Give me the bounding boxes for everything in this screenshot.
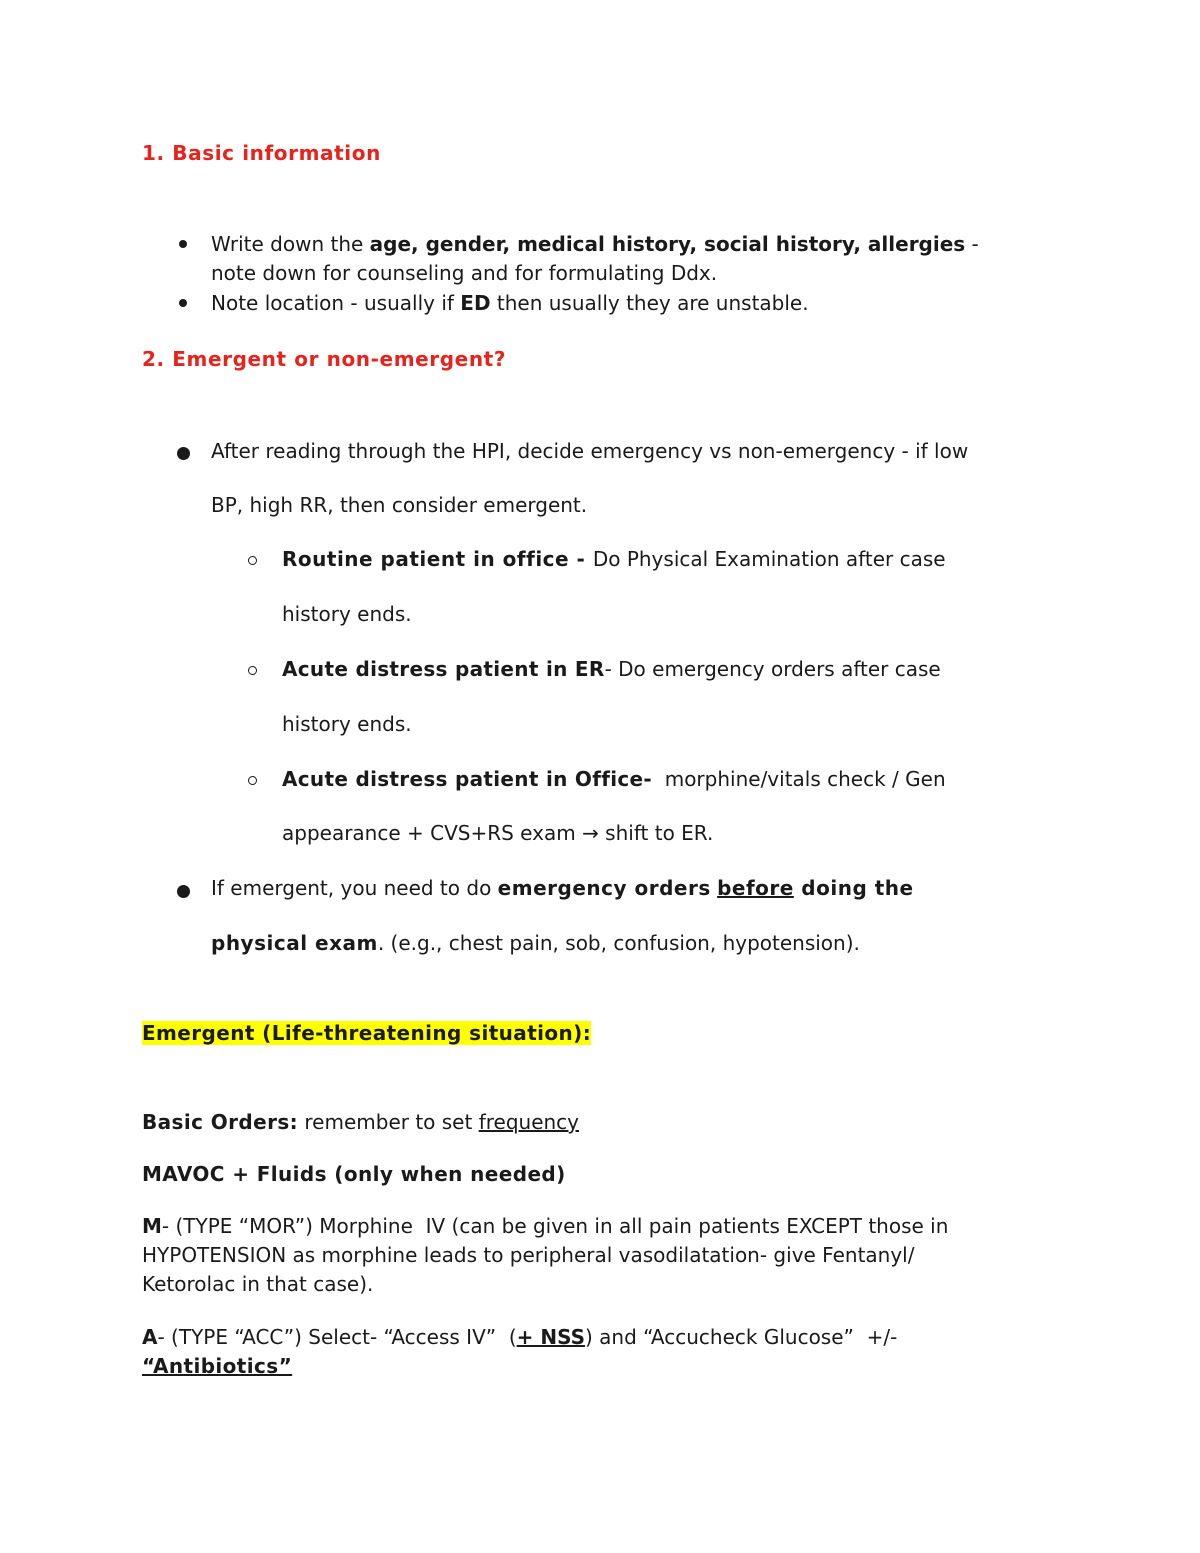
m-text: - (TYPE “MOR”) Morphine IV (can be given in all pain patients EXCEPT those in (161, 1214, 949, 1238)
sub-bullet-office-line-2: appearance + CVS+RS exam → shift to ER. (282, 821, 714, 845)
a-text: - (TYPE “ACC”) Select- “Access IV” ( (157, 1325, 517, 1349)
circle-bullet-icon (248, 666, 257, 675)
bullet-dot-icon (177, 885, 190, 898)
basic-orders-text: remember to set (298, 1110, 479, 1134)
a-text: ) and “Accucheck Glucose” +/- (585, 1325, 898, 1349)
bullet-text: . (e.g., chest pain, sob, confusion, hypotension). (377, 931, 860, 955)
bullet-dot-icon (177, 447, 190, 460)
section-2-bullet-1-line-2: BP, high RR, then consider emergent. (211, 493, 588, 517)
m-line-3: Ketorolac in that case). (142, 1272, 374, 1296)
bullet-dot-icon (179, 240, 187, 248)
sub-bullet-text: Do Physical Examination after case (592, 547, 946, 571)
bullet-bold-text: emergency orders (497, 876, 711, 900)
mavoc-heading: MAVOC + Fluids (only when needed) (142, 1162, 566, 1186)
a-line-2-antibiotics: “Antibiotics” (142, 1354, 293, 1378)
bullet-dot-icon (179, 299, 187, 307)
section-1-heading: 1. Basic information (142, 141, 381, 165)
circle-bullet-icon (248, 776, 257, 785)
sub-bullet-routine-line-1 (282, 547, 946, 571)
bullet-bold-text: doing the (793, 876, 914, 900)
sub-bullet-bold-text: Routine patient in office - (282, 547, 593, 571)
bullet-bold-text: ED (460, 291, 491, 315)
a-nss-text: + NSS (516, 1325, 585, 1349)
m-label: M (142, 1214, 162, 1238)
highlighted-heading-text: Emergent (Life-threatening situation): (142, 1021, 592, 1045)
bullet-bold-text: physical exam (211, 931, 378, 955)
circle-bullet-icon (248, 556, 257, 565)
m-line-2: HYPOTENSION as morphine leads to peripheral vasodilatation- give Fentanyl/ (142, 1243, 915, 1267)
emergent-heading (142, 1021, 591, 1045)
a-label: A (142, 1325, 158, 1349)
section-2-bullet-2-line-2 (211, 931, 860, 955)
sub-bullet-routine-line-2: history ends. (282, 602, 412, 626)
sub-bullet-office-line-1 (282, 767, 946, 791)
bullet-text: then usually they are unstable. (490, 291, 809, 315)
bullet-text: Note location - usually if (211, 291, 461, 315)
section-1-bullet-1-line-1 (211, 232, 979, 256)
basic-orders-underlined-text: frequency (478, 1110, 579, 1134)
section-2-bullet-2-line-1 (211, 876, 914, 900)
sub-bullet-bold-text: Acute distress patient in ER (282, 657, 605, 681)
section-1-bullet-2 (211, 291, 809, 315)
section-1-bullet-1-line-2: note down for counseling and for formulating Ddx. (211, 261, 718, 285)
bullet-underlined-text: before (717, 876, 794, 900)
bullet-text: - (965, 232, 979, 256)
sub-bullet-text: morphine/vitals check / Gen (652, 767, 946, 791)
bullet-text: Write down the (211, 232, 370, 256)
a-line-1 (142, 1325, 897, 1349)
bullet-bold-text: age, gender, medical history, social history, allergies (369, 232, 966, 256)
section-2-heading: 2. Emergent or non-emergent? (142, 347, 507, 371)
sub-bullet-er-line-2: history ends. (282, 712, 412, 736)
sub-bullet-text: - Do emergency orders after case (604, 657, 941, 681)
basic-orders-line (142, 1110, 579, 1134)
section-2-bullet-1-line-1: After reading through the HPI, decide emergency vs non-emergency - if low (211, 439, 969, 463)
m-line-1 (142, 1214, 948, 1238)
basic-orders-label: Basic Orders: (142, 1110, 299, 1134)
sub-bullet-bold-text: Acute distress patient in Office- (282, 767, 652, 791)
bullet-text: If emergent, you need to do (211, 876, 498, 900)
sub-bullet-er-line-1 (282, 657, 941, 681)
